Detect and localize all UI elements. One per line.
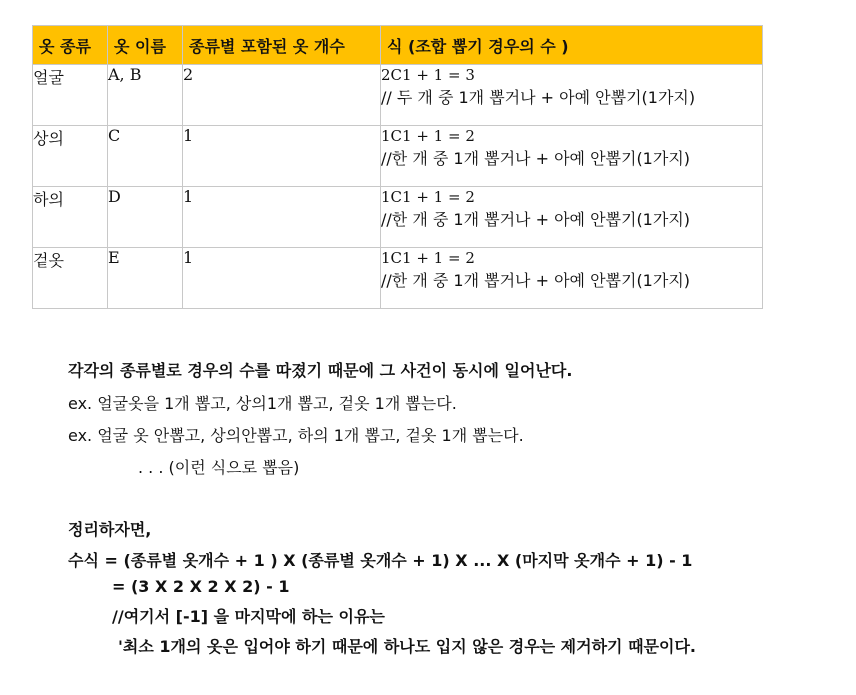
- summary-formula: 수식 = (종류별 옷개수 + 1 ) X (종류별 옷개수 + 1) X ... X (마지막 옷개수 + 1) - 1: [68, 551, 693, 570]
- cell-expression: [381, 65, 763, 126]
- cell-names: A, B: [108, 65, 183, 126]
- summary-heading: 정리하자면,: [68, 520, 152, 539]
- cell-kind: 상의: [33, 126, 108, 187]
- cell-count: 1: [183, 126, 381, 187]
- table-row: [33, 126, 763, 187]
- expression-formula: 1C1 + 1 = 2: [381, 249, 475, 267]
- header-expression: 식 (조합 뽑기 경우의 수 ): [381, 26, 763, 65]
- cell-expression: [381, 248, 763, 309]
- cell-kind: 하의: [33, 187, 108, 248]
- expression-formula: 2C1 + 1 = 3: [381, 66, 475, 84]
- cell-expression: [381, 126, 763, 187]
- header-kind: 옷 종류: [33, 26, 108, 65]
- expression-note: //한 개 중 1개 뽑거나 + 아예 안뽑기(1가지): [381, 149, 691, 168]
- example-line: ex. 얼굴 옷 안뽑고, 상의안뽑고, 하의 1개 뽑고, 겉옷 1개 뽑는다.: [68, 426, 524, 445]
- explanation-heading: 각각의 종류별로 경우의 수를 따졌기 때문에 그 사건이 동시에 일어난다.: [68, 361, 573, 380]
- cell-count: 1: [183, 187, 381, 248]
- expression-note: // 두 개 중 1개 뽑거나 + 아예 안뽑기(1가지): [381, 88, 696, 107]
- cell-kind: 얼굴: [33, 65, 108, 126]
- summary-computation: = (3 X 2 X 2 X 2) - 1: [112, 577, 290, 596]
- cell-count: 1: [183, 248, 381, 309]
- cell-kind: 겉옷: [33, 248, 108, 309]
- expression-note: //한 개 중 1개 뽑거나 + 아예 안뽑기(1가지): [381, 271, 691, 290]
- cell-names: D: [108, 187, 183, 248]
- header-count: 종류별 포함된 옷 개수: [183, 26, 381, 65]
- table-header-row: [33, 26, 763, 65]
- table-row: [33, 248, 763, 309]
- cell-names: C: [108, 126, 183, 187]
- cell-names: E: [108, 248, 183, 309]
- header-name: 옷 이름: [108, 26, 183, 65]
- expression-formula: 1C1 + 1 = 2: [381, 127, 475, 145]
- table-row: [33, 187, 763, 248]
- reason-heading: //여기서 [-1] 을 마지막에 하는 이유는: [112, 607, 385, 626]
- clothes-table: [32, 25, 763, 309]
- ellipsis-line: . . . (이런 식으로 뽑음): [138, 458, 300, 477]
- reason-text: '최소 1개의 옷은 입어야 하기 때문에 하나도 입지 않은 경우는 제거하기 때문이다.: [118, 637, 696, 656]
- cell-expression: [381, 187, 763, 248]
- table-row: [33, 65, 763, 126]
- cell-count: 2: [183, 65, 381, 126]
- expression-formula: 1C1 + 1 = 2: [381, 188, 475, 206]
- example-line: ex. 얼굴옷을 1개 뽑고, 상의1개 뽑고, 겉옷 1개 뽑는다.: [68, 394, 457, 413]
- expression-note: //한 개 중 1개 뽑거나 + 아예 안뽑기(1가지): [381, 210, 691, 229]
